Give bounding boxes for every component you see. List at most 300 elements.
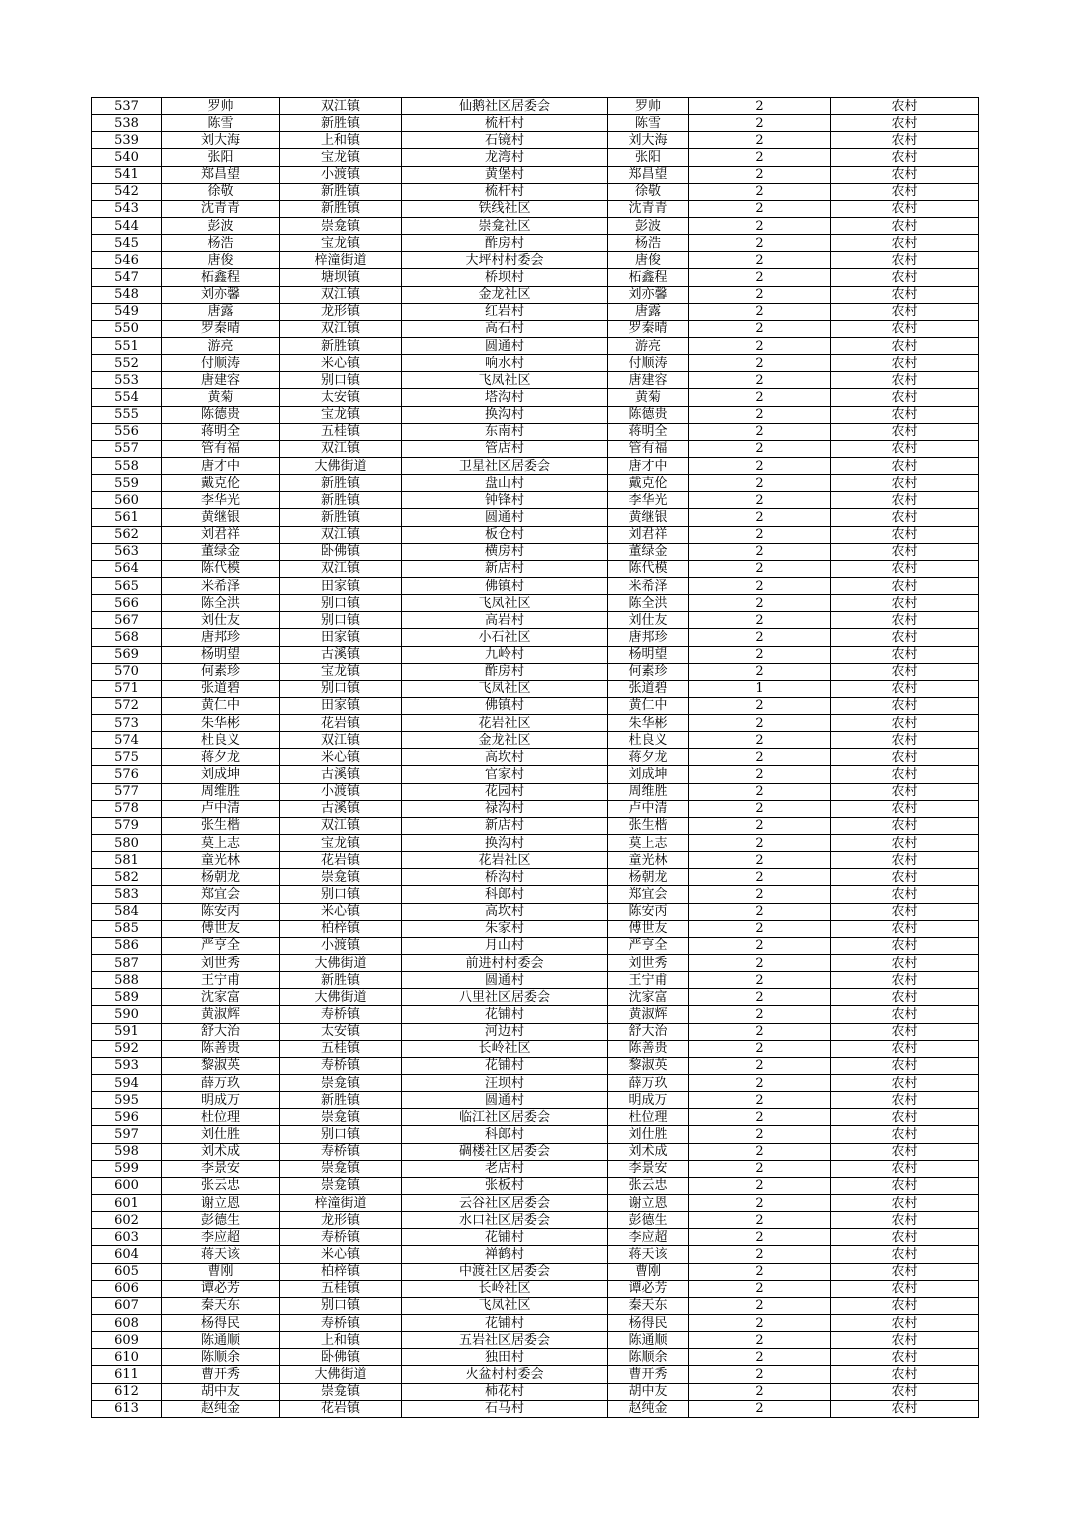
table-row: [92, 1195, 979, 1212]
table-row: [92, 989, 979, 1006]
name-cell: 明成万: [162, 1092, 280, 1109]
name-cell: 游亮: [162, 337, 280, 354]
village-cell: 小石社区: [402, 629, 608, 646]
village-cell: 张板村: [402, 1177, 608, 1194]
town-cell: 双江镇: [280, 98, 402, 115]
name-cell: 唐才中: [162, 457, 280, 474]
count-cell: 2: [689, 577, 831, 594]
category-cell: 农村: [831, 1092, 979, 1109]
village-cell: 朱家村: [402, 920, 608, 937]
category-cell: 农村: [831, 1177, 979, 1194]
town-cell: 崇龛镇: [280, 217, 402, 234]
name-cell: 傅世友: [162, 920, 280, 937]
name-cell: 管有福: [162, 440, 280, 457]
name-cell: 黄继银: [162, 509, 280, 526]
row-number-cell: 578: [92, 800, 162, 817]
category-cell: 农村: [831, 1195, 979, 1212]
category-cell: 农村: [831, 440, 979, 457]
count-cell: 2: [689, 903, 831, 920]
table-row: [92, 1006, 979, 1023]
village-cell: 八里社区居委会: [402, 989, 608, 1006]
name-cell: 谢立恩: [162, 1195, 280, 1212]
recipient-cell: 杨得民: [608, 1314, 689, 1331]
village-cell: 柿花村: [402, 1383, 608, 1400]
row-number-cell: 583: [92, 886, 162, 903]
village-cell: 高岩村: [402, 612, 608, 629]
count-cell: 2: [689, 989, 831, 1006]
category-cell: 农村: [831, 1040, 979, 1057]
count-cell: 2: [689, 183, 831, 200]
name-cell: 付顺涛: [162, 355, 280, 372]
recipient-cell: 游亮: [608, 337, 689, 354]
name-cell: 薛万玖: [162, 1075, 280, 1092]
village-cell: 酢房村: [402, 663, 608, 680]
name-cell: 李华光: [162, 492, 280, 509]
count-cell: 2: [689, 817, 831, 834]
row-number-cell: 569: [92, 646, 162, 663]
name-cell: 米希泽: [162, 577, 280, 594]
town-cell: 龙形镇: [280, 303, 402, 320]
recipient-cell: 黄菊: [608, 389, 689, 406]
table-row: [92, 492, 979, 509]
count-cell: 2: [689, 337, 831, 354]
category-cell: 农村: [831, 543, 979, 560]
name-cell: 唐俊: [162, 252, 280, 269]
count-cell: 2: [689, 1280, 831, 1297]
name-cell: 刘世秀: [162, 955, 280, 972]
name-cell: 陈德贵: [162, 406, 280, 423]
village-cell: 高坎村: [402, 749, 608, 766]
recipient-cell: 管有福: [608, 440, 689, 457]
village-cell: 圆通村: [402, 509, 608, 526]
name-cell: 张阳: [162, 149, 280, 166]
category-cell: 农村: [831, 1366, 979, 1383]
recipient-cell: 杨浩: [608, 235, 689, 252]
category-cell: 农村: [831, 800, 979, 817]
recipient-cell: 罗帅: [608, 98, 689, 115]
name-cell: 黎淑英: [162, 1057, 280, 1074]
village-cell: 禄沟村: [402, 800, 608, 817]
category-cell: 农村: [831, 1349, 979, 1366]
recipient-cell: 陈雪: [608, 115, 689, 132]
town-cell: 别口镇: [280, 1126, 402, 1143]
count-cell: 2: [689, 1383, 831, 1400]
town-cell: 双江镇: [280, 440, 402, 457]
category-cell: 农村: [831, 337, 979, 354]
village-cell: 金龙社区: [402, 286, 608, 303]
row-number-cell: 566: [92, 595, 162, 612]
row-number-cell: 552: [92, 355, 162, 372]
table-row: [92, 886, 979, 903]
name-cell: 陈顺余: [162, 1349, 280, 1366]
table-row: [92, 149, 979, 166]
category-cell: 农村: [831, 989, 979, 1006]
recipient-cell: 李景安: [608, 1160, 689, 1177]
recipient-cell: 严亨全: [608, 937, 689, 954]
category-cell: 农村: [831, 869, 979, 886]
table-row: [92, 526, 979, 543]
category-cell: 农村: [831, 372, 979, 389]
count-cell: 2: [689, 1160, 831, 1177]
town-cell: 花岩镇: [280, 1400, 402, 1417]
table-row: [92, 509, 979, 526]
count-cell: 2: [689, 715, 831, 732]
row-number-cell: 608: [92, 1314, 162, 1331]
village-cell: 圆通村: [402, 972, 608, 989]
town-cell: 梓潼街道: [280, 252, 402, 269]
category-cell: 农村: [831, 955, 979, 972]
town-cell: 米心镇: [280, 355, 402, 372]
category-cell: 农村: [831, 680, 979, 697]
count-cell: 2: [689, 800, 831, 817]
category-cell: 农村: [831, 1126, 979, 1143]
recipient-cell: 黄淑辉: [608, 1006, 689, 1023]
table-row: [92, 1023, 979, 1040]
row-number-cell: 545: [92, 235, 162, 252]
recipient-cell: 唐才中: [608, 457, 689, 474]
village-cell: 卫星社区居委会: [402, 457, 608, 474]
recipient-cell: 刘世秀: [608, 955, 689, 972]
recipient-cell: 唐建容: [608, 372, 689, 389]
recipient-cell: 杜良义: [608, 732, 689, 749]
category-cell: 农村: [831, 1280, 979, 1297]
recipient-cell: 刘仕胜: [608, 1126, 689, 1143]
name-cell: 秦天东: [162, 1297, 280, 1314]
recipient-cell: 戴克伦: [608, 475, 689, 492]
table-row: [92, 972, 979, 989]
recipient-cell: 蒋天该: [608, 1246, 689, 1263]
row-number-cell: 599: [92, 1160, 162, 1177]
count-cell: 2: [689, 406, 831, 423]
recipient-cell: 彭波: [608, 217, 689, 234]
category-cell: 农村: [831, 972, 979, 989]
table-row: [92, 869, 979, 886]
table-row: [92, 1400, 979, 1417]
category-cell: 农村: [831, 1297, 979, 1314]
count-cell: 2: [689, 1229, 831, 1246]
row-number-cell: 557: [92, 440, 162, 457]
recipient-cell: 杨明望: [608, 646, 689, 663]
row-number-cell: 548: [92, 286, 162, 303]
count-cell: 2: [689, 526, 831, 543]
category-cell: 农村: [831, 217, 979, 234]
town-cell: 田家镇: [280, 629, 402, 646]
town-cell: 柏梓镇: [280, 920, 402, 937]
town-cell: 双江镇: [280, 526, 402, 543]
row-number-cell: 560: [92, 492, 162, 509]
town-cell: 别口镇: [280, 372, 402, 389]
category-cell: 农村: [831, 766, 979, 783]
category-cell: 农村: [831, 783, 979, 800]
town-cell: 上和镇: [280, 132, 402, 149]
village-cell: 板仓村: [402, 526, 608, 543]
category-cell: 农村: [831, 1263, 979, 1280]
name-cell: 陈善贵: [162, 1040, 280, 1057]
town-cell: 大佛街道: [280, 1366, 402, 1383]
count-cell: 2: [689, 543, 831, 560]
name-cell: 郑宜会: [162, 886, 280, 903]
recipient-cell: 明成万: [608, 1092, 689, 1109]
recipient-cell: 童光林: [608, 852, 689, 869]
count-cell: 2: [689, 320, 831, 337]
table-row: [92, 835, 979, 852]
category-cell: 农村: [831, 1075, 979, 1092]
row-number-cell: 584: [92, 903, 162, 920]
recipient-cell: 彭德生: [608, 1212, 689, 1229]
table-row: [92, 337, 979, 354]
table-row: [92, 732, 979, 749]
count-cell: 2: [689, 1057, 831, 1074]
row-number-cell: 575: [92, 749, 162, 766]
village-cell: 云谷社区居委会: [402, 1195, 608, 1212]
recipient-cell: 朱华彬: [608, 715, 689, 732]
row-number-cell: 550: [92, 320, 162, 337]
category-cell: 农村: [831, 920, 979, 937]
name-cell: 何素珍: [162, 663, 280, 680]
row-number-cell: 538: [92, 115, 162, 132]
count-cell: 2: [689, 509, 831, 526]
recipient-cell: 薛万玖: [608, 1075, 689, 1092]
town-cell: 别口镇: [280, 612, 402, 629]
village-cell: 高坎村: [402, 903, 608, 920]
town-cell: 宝龙镇: [280, 835, 402, 852]
category-cell: 农村: [831, 320, 979, 337]
count-cell: 2: [689, 749, 831, 766]
name-cell: 沈青青: [162, 200, 280, 217]
row-number-cell: 549: [92, 303, 162, 320]
recipient-cell: 蒋明全: [608, 423, 689, 440]
table-row: [92, 800, 979, 817]
town-cell: 寿桥镇: [280, 1314, 402, 1331]
recipient-cell: 郑宜会: [608, 886, 689, 903]
village-cell: 酢房村: [402, 235, 608, 252]
village-cell: 佛镇村: [402, 697, 608, 714]
town-cell: 新胜镇: [280, 972, 402, 989]
table-row: [92, 115, 979, 132]
village-cell: 河边村: [402, 1023, 608, 1040]
table-row: [92, 1280, 979, 1297]
village-cell: 换沟村: [402, 835, 608, 852]
village-cell: 石马村: [402, 1400, 608, 1417]
name-cell: 沈家富: [162, 989, 280, 1006]
village-cell: 花铺村: [402, 1314, 608, 1331]
row-number-cell: 594: [92, 1075, 162, 1092]
count-cell: 2: [689, 1177, 831, 1194]
table-row: [92, 1349, 979, 1366]
recipient-cell: 杨朝龙: [608, 869, 689, 886]
town-cell: 五桂镇: [280, 423, 402, 440]
table-row: [92, 423, 979, 440]
table-row: [92, 320, 979, 337]
category-cell: 农村: [831, 1246, 979, 1263]
village-cell: 新店村: [402, 560, 608, 577]
category-cell: 农村: [831, 577, 979, 594]
table-row: [92, 646, 979, 663]
name-cell: 严亨全: [162, 937, 280, 954]
row-number-cell: 543: [92, 200, 162, 217]
category-cell: 农村: [831, 200, 979, 217]
table-row: [92, 766, 979, 783]
category-cell: 农村: [831, 1160, 979, 1177]
row-number-cell: 553: [92, 372, 162, 389]
count-cell: 2: [689, 972, 831, 989]
recipient-cell: 李应超: [608, 1229, 689, 1246]
table-row: [92, 235, 979, 252]
village-cell: 桥沟村: [402, 869, 608, 886]
town-cell: 双江镇: [280, 286, 402, 303]
count-cell: 2: [689, 200, 831, 217]
category-cell: 农村: [831, 509, 979, 526]
town-cell: 田家镇: [280, 697, 402, 714]
name-cell: 杜良义: [162, 732, 280, 749]
town-cell: 米心镇: [280, 903, 402, 920]
count-cell: 2: [689, 629, 831, 646]
row-number-cell: 600: [92, 1177, 162, 1194]
count-cell: 2: [689, 166, 831, 183]
recipient-cell: 曹开秀: [608, 1366, 689, 1383]
table-row: [92, 1092, 979, 1109]
row-number-cell: 596: [92, 1109, 162, 1126]
name-cell: 杜位理: [162, 1109, 280, 1126]
name-cell: 张生楷: [162, 817, 280, 834]
town-cell: 崇龛镇: [280, 869, 402, 886]
recipient-cell: 张阳: [608, 149, 689, 166]
name-cell: 刘君祥: [162, 526, 280, 543]
name-cell: 董绿金: [162, 543, 280, 560]
table-row: [92, 355, 979, 372]
count-cell: 2: [689, 732, 831, 749]
table-row: [92, 1143, 979, 1160]
row-number-cell: 573: [92, 715, 162, 732]
count-cell: 2: [689, 1332, 831, 1349]
village-cell: 飞凤社区: [402, 1297, 608, 1314]
count-cell: 2: [689, 1314, 831, 1331]
table-row: [92, 166, 979, 183]
recipient-cell: 胡中友: [608, 1383, 689, 1400]
recipient-cell: 蒋夕龙: [608, 749, 689, 766]
row-number-cell: 572: [92, 697, 162, 714]
recipient-cell: 王宁甫: [608, 972, 689, 989]
village-cell: 圆通村: [402, 337, 608, 354]
town-cell: 新胜镇: [280, 200, 402, 217]
recipient-cell: 陈顺余: [608, 1349, 689, 1366]
village-cell: 大坪村村委会: [402, 252, 608, 269]
count-cell: 2: [689, 869, 831, 886]
name-cell: 李应超: [162, 1229, 280, 1246]
town-cell: 寿桥镇: [280, 1229, 402, 1246]
recipient-cell: 卢中清: [608, 800, 689, 817]
table-row: [92, 1075, 979, 1092]
town-cell: 新胜镇: [280, 337, 402, 354]
name-cell: 王宁甫: [162, 972, 280, 989]
table-row: [92, 1040, 979, 1057]
name-cell: 陈通顺: [162, 1332, 280, 1349]
name-cell: 蒋夕龙: [162, 749, 280, 766]
town-cell: 别口镇: [280, 595, 402, 612]
row-number-cell: 547: [92, 269, 162, 286]
village-cell: 花岩社区: [402, 715, 608, 732]
town-cell: 米心镇: [280, 1246, 402, 1263]
town-cell: 崇龛镇: [280, 1109, 402, 1126]
category-cell: 农村: [831, 406, 979, 423]
town-cell: 双江镇: [280, 320, 402, 337]
village-cell: 碉楼社区居委会: [402, 1143, 608, 1160]
name-cell: 李景安: [162, 1160, 280, 1177]
table-row: [92, 183, 979, 200]
count-cell: 2: [689, 492, 831, 509]
recipient-cell: 陈德贵: [608, 406, 689, 423]
village-cell: 花铺村: [402, 1006, 608, 1023]
village-cell: 五岩社区居委会: [402, 1332, 608, 1349]
row-number-cell: 563: [92, 543, 162, 560]
town-cell: 小渡镇: [280, 937, 402, 954]
village-cell: 换沟村: [402, 406, 608, 423]
row-number-cell: 585: [92, 920, 162, 937]
name-cell: 蒋明全: [162, 423, 280, 440]
name-cell: 曹开秀: [162, 1366, 280, 1383]
recipient-cell: 舒大治: [608, 1023, 689, 1040]
recipient-cell: 周维胜: [608, 783, 689, 800]
town-cell: 新胜镇: [280, 183, 402, 200]
table-row: [92, 217, 979, 234]
recipient-cell: 曹刚: [608, 1263, 689, 1280]
town-cell: 太安镇: [280, 1023, 402, 1040]
category-cell: 农村: [831, 1400, 979, 1417]
town-cell: 小渡镇: [280, 783, 402, 800]
count-cell: 2: [689, 1366, 831, 1383]
village-cell: 盘山村: [402, 475, 608, 492]
row-number-cell: 577: [92, 783, 162, 800]
category-cell: 农村: [831, 1383, 979, 1400]
table-row: [92, 749, 979, 766]
count-cell: 2: [689, 475, 831, 492]
town-cell: 新胜镇: [280, 492, 402, 509]
recipient-cell: 刘成坤: [608, 766, 689, 783]
roster-table-body: [92, 98, 979, 1418]
town-cell: 龙形镇: [280, 1212, 402, 1229]
village-cell: 飞凤社区: [402, 595, 608, 612]
town-cell: 寿桥镇: [280, 1006, 402, 1023]
name-cell: 柘鑫程: [162, 269, 280, 286]
count-cell: 2: [689, 1263, 831, 1280]
recipient-cell: 陈善贵: [608, 1040, 689, 1057]
recipient-cell: 刘仕友: [608, 612, 689, 629]
recipient-cell: 傅世友: [608, 920, 689, 937]
name-cell: 刘成坤: [162, 766, 280, 783]
row-number-cell: 603: [92, 1229, 162, 1246]
count-cell: 2: [689, 286, 831, 303]
recipient-cell: 张道碧: [608, 680, 689, 697]
table-row: [92, 1383, 979, 1400]
table-row: [92, 1212, 979, 1229]
row-number-cell: 586: [92, 937, 162, 954]
village-cell: 老店村: [402, 1160, 608, 1177]
category-cell: 农村: [831, 937, 979, 954]
count-cell: 2: [689, 646, 831, 663]
village-cell: 飞凤社区: [402, 372, 608, 389]
row-number-cell: 609: [92, 1332, 162, 1349]
table-row: [92, 269, 979, 286]
table-row: [92, 1332, 979, 1349]
village-cell: 月山村: [402, 937, 608, 954]
table-row: [92, 389, 979, 406]
row-number-cell: 589: [92, 989, 162, 1006]
town-cell: 五桂镇: [280, 1280, 402, 1297]
row-number-cell: 610: [92, 1349, 162, 1366]
row-number-cell: 555: [92, 406, 162, 423]
recipient-cell: 黎淑英: [608, 1057, 689, 1074]
category-cell: 农村: [831, 612, 979, 629]
